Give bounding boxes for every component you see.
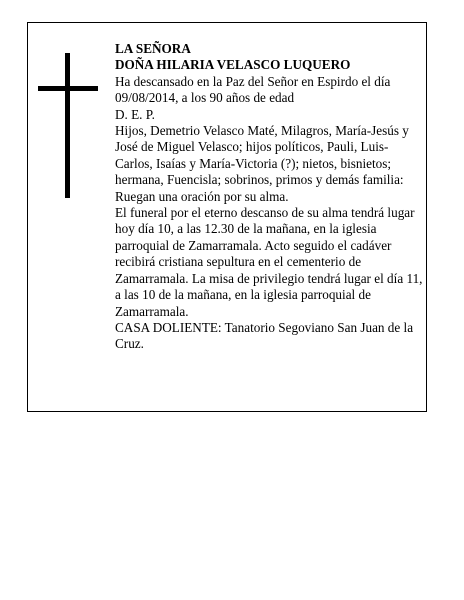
rip-line: D. E. P.: [115, 106, 155, 122]
death-announcement: Ha descansado en la Paz del Señor en Espirdo el día 09/08/2014, a los 90 años de edad: [115, 73, 391, 106]
obituary-text: [115, 41, 423, 353]
funeral-details: El funeral por el eterno descanso de su alma tendrá lugar hoy día 10, a las 12.30 de la mañana, en la iglesia parroquial de Zamarramala. Acto seguido el cadáver recibirá cristiana sepultura en el cementerio de Zamarramala. La misa de privilegio tendrá lugar el día 11, a las 10 de la mañana, en la iglesia parroquial de Zamarramala.: [115, 205, 423, 319]
family-list: Hijos, Demetrio Velasco Maté, Milagros, María-Jesús y José de Miguel Velasco; hijos políticos, Pauli, Luis-Carlos, Isaías y María-Victoria (?); nietos, bisnietos; hermana, Fuencisla; sobrinos, primos y demás familia:: [115, 123, 409, 188]
cross-horizontal-bar: [38, 86, 98, 91]
deceased-name: DOÑA HILARIA VELASCO LUQUERO: [115, 57, 351, 73]
cross-vertical-bar: [65, 53, 70, 198]
obituary-title: LA SEÑORA: [115, 41, 191, 56]
funeral-home: CASA DOLIENTE: Tanatorio Segoviano San Juan de la Cruz.: [115, 319, 414, 352]
obituary-notice: [27, 22, 427, 412]
prayer-request: Ruegan una oración por su alma.: [115, 188, 289, 204]
cross-icon: [38, 53, 98, 198]
